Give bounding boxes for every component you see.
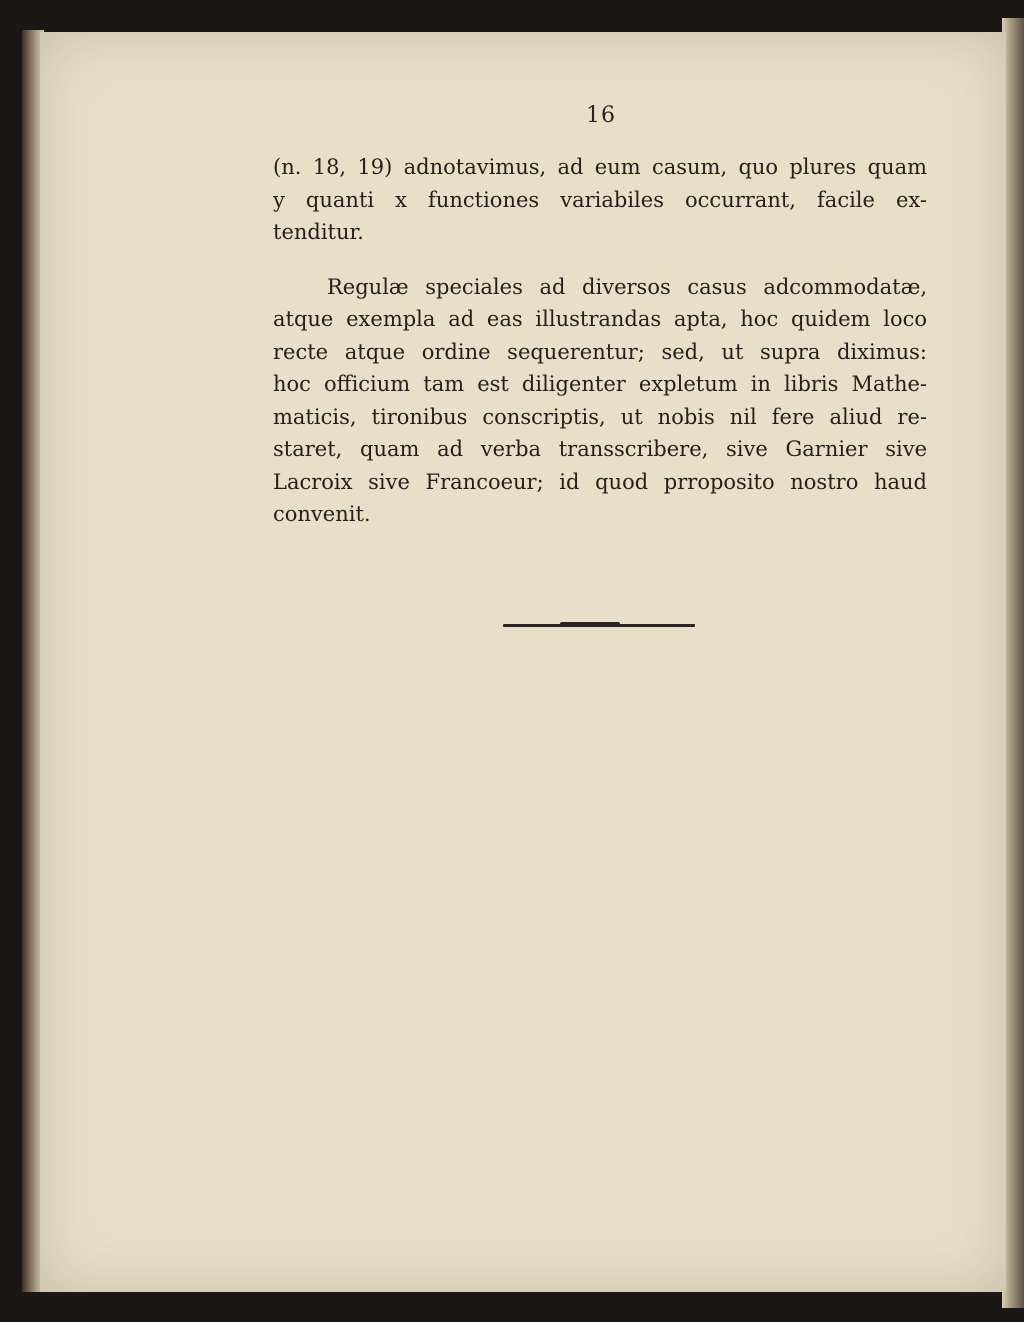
page-number: 16 bbox=[586, 103, 616, 128]
text-line: recte atque ordine sequerentur; sed, ut supra diximus: bbox=[273, 339, 927, 364]
section-divider-swell bbox=[560, 622, 620, 627]
body-text bbox=[273, 151, 927, 531]
paragraph-1 bbox=[273, 151, 927, 249]
text-line: atque exempla ad eas illustrandas apta, hoc quidem loco bbox=[273, 307, 927, 331]
text-line: convenit. bbox=[273, 502, 371, 526]
text-line: staret, quam ad verba transscribere, sive Garnier sive bbox=[273, 437, 927, 461]
text-line: Regulæ speciales ad diversos casus adcommodatæ, bbox=[327, 274, 927, 299]
text-line: maticis, tironibus conscriptis, ut nobis nil fere aliud re- bbox=[273, 404, 927, 429]
paragraph-2 bbox=[273, 271, 927, 531]
text-line: Lacroix sive Francoeur; id quod prroposito nostro haud bbox=[273, 469, 927, 494]
text-line: (n. 18, 19) adnotavimus, ad eum casum, quo plures quam bbox=[273, 155, 927, 179]
text-line: y quanti x functiones variabiles occurrant, facile ex- bbox=[273, 187, 927, 212]
text-line: tenditur. bbox=[273, 220, 364, 244]
text-line: hoc officium tam est diligenter expletum in libris Mathe- bbox=[273, 372, 927, 396]
